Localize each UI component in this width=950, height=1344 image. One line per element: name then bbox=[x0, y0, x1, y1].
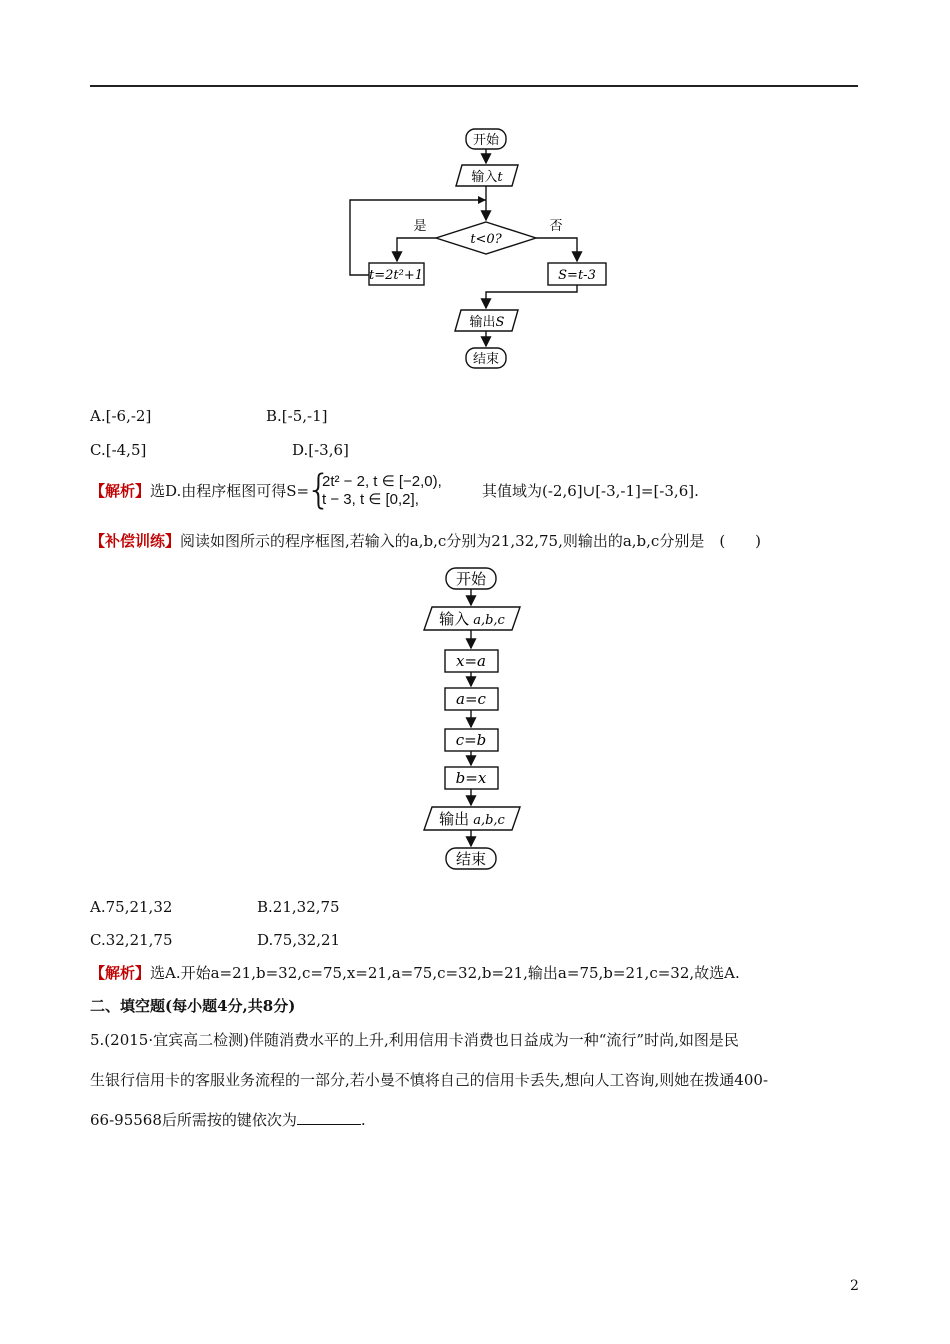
fc1-right-text: S=t-3 bbox=[558, 268, 596, 283]
q4-analysis bbox=[90, 481, 309, 501]
qs-option-b: B.21,32,75 bbox=[257, 898, 340, 916]
fc2-step2-text: a=c bbox=[456, 690, 486, 708]
q5-line3-post: . bbox=[360, 1111, 366, 1129]
fc1-input-var: t bbox=[497, 170, 503, 185]
qs-option-d: D.75,32,21 bbox=[257, 931, 341, 949]
fc2-step3-text: c=b bbox=[455, 731, 487, 749]
fc2-input-vars: a,b,c bbox=[473, 613, 505, 628]
fc1-yes-label: 是 bbox=[413, 219, 427, 234]
q5-line2: 生银行信用卡的客服业务流程的一部分,若小曼不慎将自己的信用卡丢失,想向人工咨询,则她在拨通400- bbox=[90, 1071, 769, 1089]
flowchart-1 bbox=[340, 120, 620, 380]
svg-text:输入a,b,c bbox=[439, 610, 505, 628]
page-number: 2 bbox=[850, 1278, 859, 1294]
svg-text:输入t bbox=[471, 169, 503, 185]
fc2-end-text: 结束 bbox=[455, 850, 487, 868]
fc2-output-label: 输出 bbox=[439, 810, 470, 828]
q4-piece2: t − 3, t ∈ [0,2], bbox=[322, 491, 419, 508]
q4-analysis-post: 其值域为(-2,6]∪[-3,-1]=[-3,6]. bbox=[482, 482, 699, 500]
header-rule bbox=[90, 85, 858, 87]
q4-analysis-tag: 【解析】 bbox=[90, 482, 151, 500]
q4-option-c: C.[-4,5] bbox=[90, 441, 147, 459]
fc1-left-text: t=2t²+1 bbox=[369, 268, 423, 283]
fc2-output-vars: a,b,c bbox=[473, 813, 505, 828]
svg-text:输出S bbox=[470, 314, 505, 330]
fc1-output-label: 输出 bbox=[469, 315, 496, 330]
svg-text:输出a,b,c bbox=[439, 810, 505, 828]
supplement-text: 阅读如图所示的程序框图,若输入的a,b,c分别为21,32,75,则输出的a,b,c分别是 ( ) bbox=[180, 532, 762, 550]
flowchart-2 bbox=[420, 565, 530, 875]
q5-line1: 5.(2015·宜宾高二检测)伴随消费水平的上升,利用信用卡消费也日益成为一种“流行”时尚,如图是民 bbox=[90, 1031, 739, 1049]
qs-analysis bbox=[90, 963, 740, 983]
q4-option-a: A.[-6,-2] bbox=[90, 407, 152, 425]
fc1-condition-text: t<0? bbox=[470, 232, 502, 247]
section2-title: 二、填空题(每小题4分,共8分) bbox=[90, 997, 296, 1015]
q4-brace: { bbox=[306, 467, 332, 513]
fc2-step1-text: x=a bbox=[456, 652, 486, 670]
fc1-end-text: 结束 bbox=[472, 352, 500, 367]
qs-option-a: A.75,21,32 bbox=[90, 898, 173, 916]
qs-analysis-text: 选A.开始a=21,b=32,c=75,x=21,a=75,c=32,b=21,输出a=75,b=21,c=32,故选A. bbox=[150, 964, 740, 982]
supplement-question bbox=[90, 531, 761, 551]
fc2-input-label: 输入 bbox=[439, 610, 470, 628]
q4-piece1: 2t² − 2, t ∈ [−2,0), bbox=[322, 473, 442, 490]
q4-analysis-pre: 选D.由程序框图可得S= bbox=[150, 482, 310, 500]
fc1-no-label: 否 bbox=[549, 219, 563, 234]
qs-analysis-tag: 【解析】 bbox=[90, 964, 151, 982]
q5-line3-pre: 66-95568后所需按的键依次为 bbox=[90, 1111, 297, 1129]
q5-line3 bbox=[90, 1110, 366, 1130]
fc2-step4-text: b=x bbox=[455, 769, 487, 787]
fc1-output-var: S bbox=[495, 315, 505, 330]
q5-answer-blank[interactable] bbox=[297, 1110, 361, 1125]
fc2-start-text: 开始 bbox=[455, 570, 487, 588]
fc1-start-text: 开始 bbox=[472, 133, 500, 148]
fc1-input-label: 输入 bbox=[471, 170, 498, 185]
qs-option-c: C.32,21,75 bbox=[90, 931, 173, 949]
supplement-tag: 【补偿训练】 bbox=[90, 532, 181, 550]
q4-option-d: D.[-3,6] bbox=[292, 441, 349, 459]
q4-option-b: B.[-5,-1] bbox=[266, 407, 328, 425]
